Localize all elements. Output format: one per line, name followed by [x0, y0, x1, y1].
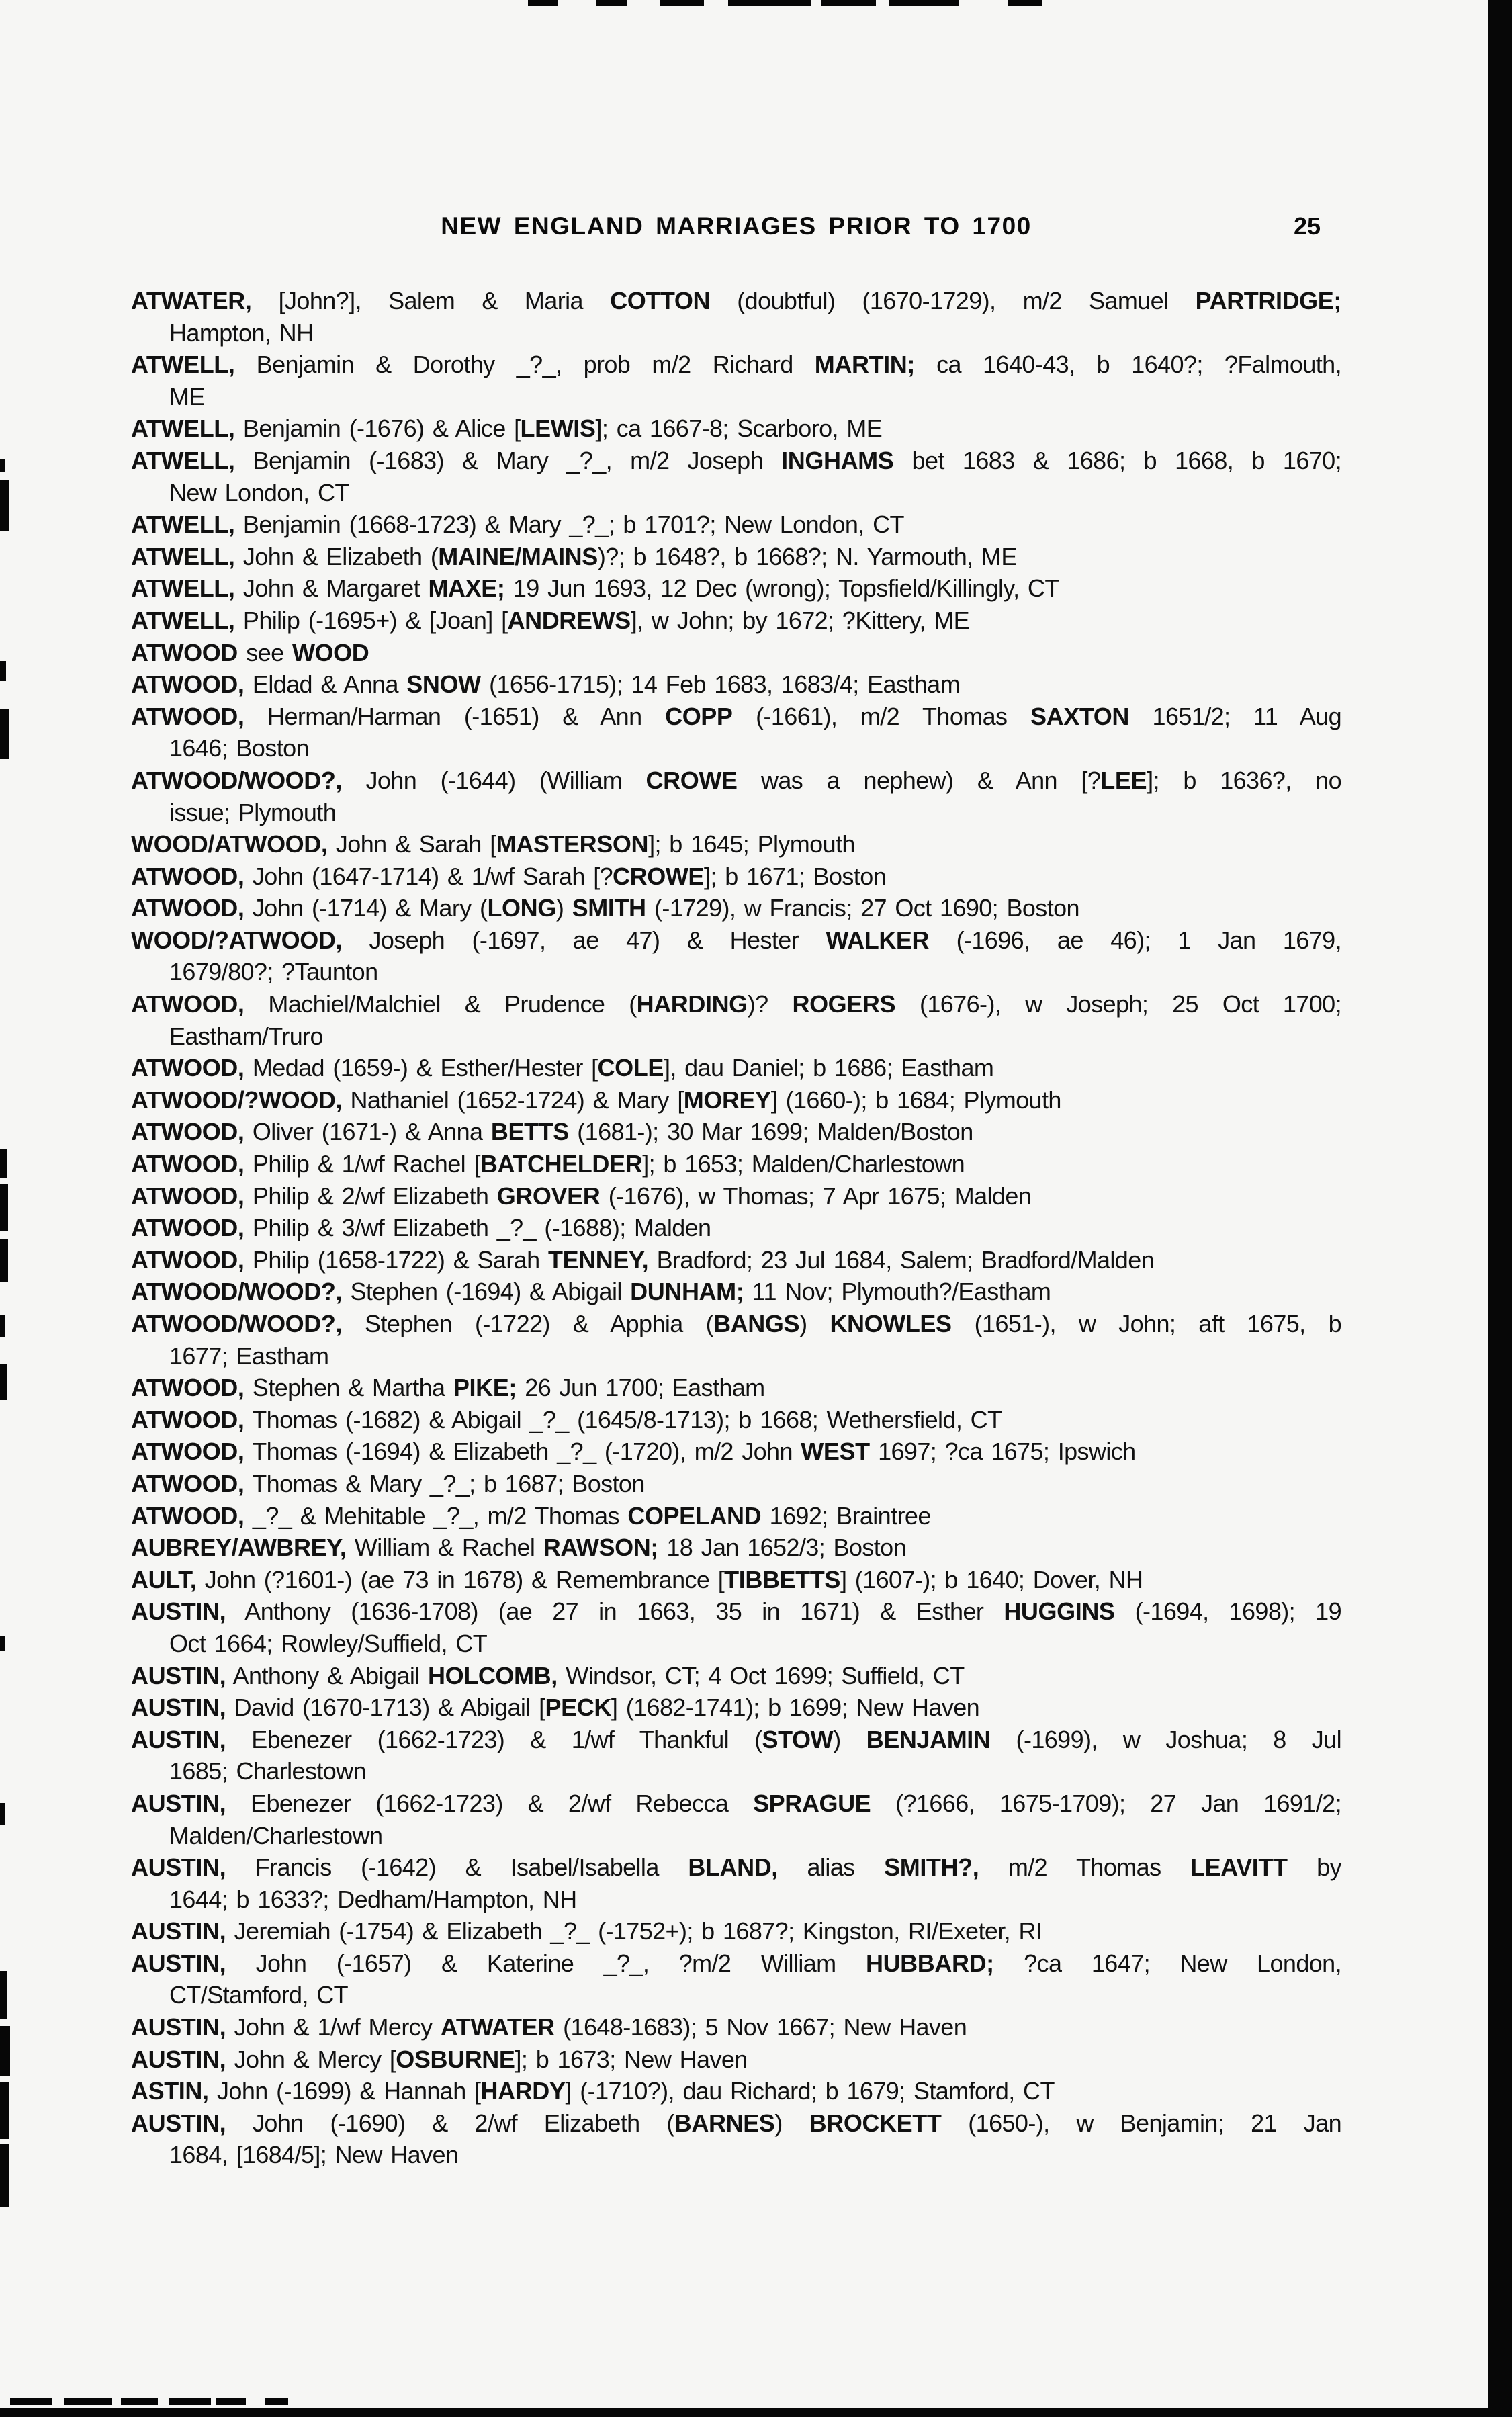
entry-line: ATWOOD, Herman/Harman (-1651) & Ann COPP (-1661), m/2 Thomas SAXTON 1651/2; 11 Aug: [131, 702, 1341, 730]
scan-artifact: [1488, 0, 1512, 2417]
entry-line: AUSTIN, David (1670-1713) & Abigail [PECK] (1682-1741); b 1699; New Haven: [131, 1694, 980, 1722]
entry-line: ATWELL, Benjamin (1668-1723) & Mary _?_; b 1701?; New London, CT: [131, 511, 904, 539]
entry-continuation-line: 1644; b 1633?; Dedham/Hampton, NH: [169, 1885, 577, 1913]
entry-line: AUSTIN, Ebenezer (1662-1723) & 2/wf Rebecca SPRAGUE (?1666, 1675-1709); 27 Jan 1691/2;: [131, 1789, 1341, 1817]
page-title: NEW ENGLAND MARRIAGES PRIOR TO 1700: [441, 212, 1032, 240]
entry-line: AUSTIN, John (-1690) & 2/wf Elizabeth (BARNES) BROCKETT (1650-), w Benjamin; 21 Jan: [131, 2109, 1341, 2137]
entry-continuation-line: Eastham/Truro: [169, 1022, 323, 1050]
entry-line: AUSTIN, Anthony (1636-1708) (ae 27 in 1663, 35 in 1671) & Esther HUGGINS (-1694, 1698); 19: [131, 1597, 1342, 1626]
entry-line: AUBREY/AWBREY, William & Rachel RAWSON; 18 Jan 1652/3; Boston: [131, 1534, 907, 1562]
entry-line: ATWOOD, Philip (1658-1722) & Sarah TENNEY, Bradford; 23 Jul 1684, Salem; Bradford/Malden: [131, 1245, 1155, 1274]
entry-continuation-line: Oct 1664; Rowley/Suffield, CT: [169, 1629, 488, 1657]
entry-line: ATWOOD/WOOD?, Stephen (-1694) & Abigail DUNHAM; 11 Nov; Plymouth?/Eastham: [131, 1278, 1051, 1306]
page-header: [131, 212, 1341, 240]
entry-line: ATWOOD, _?_ & Mehitable _?_, m/2 Thomas COPELAND 1692; Braintree: [131, 1501, 931, 1530]
scan-artifact: [0, 2082, 9, 2139]
entry-line: AUSTIN, Jeremiah (-1754) & Elizabeth _?_ (-1752+); b 1687?; Kingston, RI/Exeter, RI: [131, 1917, 1042, 1945]
scan-artifact: [889, 0, 959, 6]
entry-line: ATWOOD/?WOOD, Nathaniel (1652-1724) & Mary [MOREY] (1660-); b 1684; Plymouth: [131, 1086, 1061, 1114]
entry-line: AUSTIN, John (-1657) & Katerine _?_, ?m/2 William HUBBARD; ?ca 1647; New London,: [131, 1949, 1341, 1977]
entry-line: ATWOOD, Eldad & Anna SNOW (1656-1715); 14 Feb 1683, 1683/4; Eastham: [131, 670, 960, 699]
entry-line: ATWELL, Benjamin (-1683) & Mary _?_, m/2 Joseph INGHAMS bet 1683 & 1686; b 1668, b 1670;: [131, 446, 1341, 474]
entry-line: AULT, John (?1601-) (ae 73 in 1678) & Remembrance [TIBBETTS] (1607-); b 1640; Dover, NH: [131, 1565, 1143, 1593]
entry-line: ATWELL, Philip (-1695+) & [Joan] [ANDREWS], w John; by 1672; ?Kittery, ME: [131, 606, 970, 634]
entry-continuation-line: 1679/80?; ?Taunton: [169, 958, 378, 986]
page-number: 25: [1293, 212, 1321, 240]
entry-line: ASTIN, John (-1699) & Hannah [HARDY] (-1710?), dau Richard; b 1679; Stamford, CT: [131, 2077, 1055, 2105]
entry-line: ATWOOD, Philip & 3/wf Elizabeth _?_ (-1688); Malden: [131, 1214, 711, 1242]
scan-artifact: [0, 1239, 8, 1282]
entry-line: ATWOOD/WOOD?, John (-1644) (William CROWE was a nephew) & Ann [?LEE]; b 1636?, no: [131, 766, 1341, 794]
entry-line: ATWOOD, Stephen & Martha PIKE; 26 Jun 1700; Eastham: [131, 1374, 765, 1402]
entry-line: WOOD/?ATWOOD, Joseph (-1697, ae 47) & Hester WALKER (-1696, ae 46); 1 Jan 1679,: [131, 926, 1341, 954]
scan-artifact: [0, 1803, 5, 1825]
entry-line: ATWOOD, Machiel/Malchiel & Prudence (HARDING)? ROGERS (1676-), w Joseph; 25 Oct 1700;: [131, 990, 1341, 1018]
scan-artifact: [0, 2026, 10, 2076]
scan-artifact: [0, 1184, 8, 1231]
scan-artifact: [0, 459, 5, 472]
scan-artifact: [0, 2408, 1512, 2417]
entry-line: AUSTIN, Anthony & Abigail HOLCOMB, Windsor, CT; 4 Oct 1699; Suffield, CT: [131, 1661, 965, 1689]
entry-line: ATWELL, Benjamin & Dorothy _?_, prob m/2 Richard MARTIN; ca 1640-43, b 1640?; ?Falmouth,: [131, 351, 1341, 379]
scan-artifact: [660, 0, 704, 6]
entry-continuation-line: Hampton, NH: [169, 318, 314, 347]
entry-line: ATWELL, John & Elizabeth (MAINE/MAINS)?; b 1648?, b 1668?; N. Yarmouth, ME: [131, 542, 1017, 570]
scan-artifact: [0, 661, 6, 681]
entry-line: ATWOOD, Philip & 2/wf Elizabeth GROVER (-1676), w Thomas; 7 Apr 1675; Malden: [131, 1182, 1032, 1210]
entry-line: ATWOOD/WOOD?, Stephen (-1722) & Apphia (BANGS) KNOWLES (1651-), w John; aft 1675, b: [131, 1310, 1341, 1337]
scan-artifact: [10, 2398, 52, 2405]
entry-continuation-line: New London, CT: [169, 478, 349, 507]
entry-line: ATWATER, [John?], Salem & Maria COTTON (doubtful) (1670-1729), m/2 Samuel PARTRIDGE;: [131, 287, 1341, 314]
scan-artifact: [728, 0, 811, 6]
scan-artifact: [0, 1364, 7, 1400]
scan-artifact: [64, 2398, 112, 2405]
entry-line: ATWOOD, Thomas (-1694) & Elizabeth _?_ (-1720), m/2 John WEST 1697; ?ca 1675; Ipswich: [131, 1438, 1136, 1466]
entry-continuation-line: ME: [169, 382, 205, 410]
entry-continuation-line: 1684, [1684/5]; New Haven: [169, 2141, 459, 2169]
entry-line: ATWOOD, Philip & 1/wf Rachel [BATCHELDER]; b 1653; Malden/Charlestown: [131, 1150, 965, 1178]
entry-continuation-line: 1685; Charlestown: [169, 1757, 366, 1786]
marriage-entries-list: [131, 285, 1341, 2171]
entry-continuation-line: 1677; Eastham: [169, 1342, 329, 1370]
scan-artifact: [0, 1315, 5, 1337]
scan-artifact: [596, 0, 627, 6]
entry-line: AUSTIN, Ebenezer (1662-1723) & 1/wf Thankful (STOW) BENJAMIN (-1699), w Joshua; 8 Jul: [131, 1725, 1341, 1753]
entry-line: ATWOOD, Thomas (-1682) & Abigail _?_ (1645/8-1713); b 1668; Wethersfield, CT: [131, 1405, 1002, 1434]
entry-line: ATWELL, John & Margaret MAXE; 19 Jun 1693, 12 Dec (wrong); Topsfield/Killingly, CT: [131, 574, 1059, 603]
entry-continuation-line: issue; Plymouth: [169, 798, 337, 826]
entry-line: AUSTIN, John & Mercy [OSBURNE]; b 1673; New Haven: [131, 2045, 748, 2073]
entry-line: ATWOOD, Medad (1659-) & Esther/Hester [COLE], dau Daniel; b 1686; Eastham: [131, 1054, 994, 1082]
scan-artifact: [0, 2144, 9, 2207]
entry-continuation-line: 1646; Boston: [169, 734, 309, 762]
scan-artifact: [121, 2398, 158, 2405]
scan-artifact: [265, 2398, 288, 2405]
entry-line: ATWOOD see WOOD: [131, 638, 369, 666]
scan-artifact: [0, 480, 9, 531]
scan-artifact: [0, 1971, 7, 2019]
entry-line: ATWOOD, John (1647-1714) & 1/wf Sarah [?CROWE]; b 1671; Boston: [131, 862, 887, 890]
scan-artifact: [1008, 0, 1042, 6]
entry-line: AUSTIN, Francis (-1642) & Isabel/Isabella BLAND, alias SMITH?, m/2 Thomas LEAVITT by: [131, 1853, 1341, 1882]
entry-line: ATWOOD, John (-1714) & Mary (LONG) SMITH (-1729), w Francis; 27 Oct 1690; Boston: [131, 894, 1079, 922]
scan-artifact: [0, 1636, 5, 1651]
entry-line: ATWOOD, Thomas & Mary _?_; b 1687; Boston: [131, 1469, 645, 1497]
entry-line: WOOD/ATWOOD, John & Sarah [MASTERSON]; b 1645; Plymouth: [131, 830, 855, 859]
entry-continuation-line: Malden/Charlestown: [169, 1821, 383, 1849]
entry-line: ATWELL, Benjamin (-1676) & Alice [LEWIS]; ca 1667-8; Scarboro, ME: [131, 414, 883, 443]
entry-line: ATWOOD, Oliver (1671-) & Anna BETTS (1681-); 30 Mar 1699; Malden/Boston: [131, 1118, 973, 1146]
scan-artifact: [821, 0, 876, 6]
entry-line: AUSTIN, John & 1/wf Mercy ATWATER (1648-1683); 5 Nov 1667; New Haven: [131, 2013, 967, 2041]
scan-artifact: [0, 1149, 7, 1178]
scan-artifact: [528, 0, 558, 6]
scan-artifact: [0, 709, 9, 759]
entry-continuation-line: CT/Stamford, CT: [169, 1981, 349, 2009]
scan-artifact: [216, 2398, 246, 2405]
scan-artifact: [169, 2398, 211, 2405]
